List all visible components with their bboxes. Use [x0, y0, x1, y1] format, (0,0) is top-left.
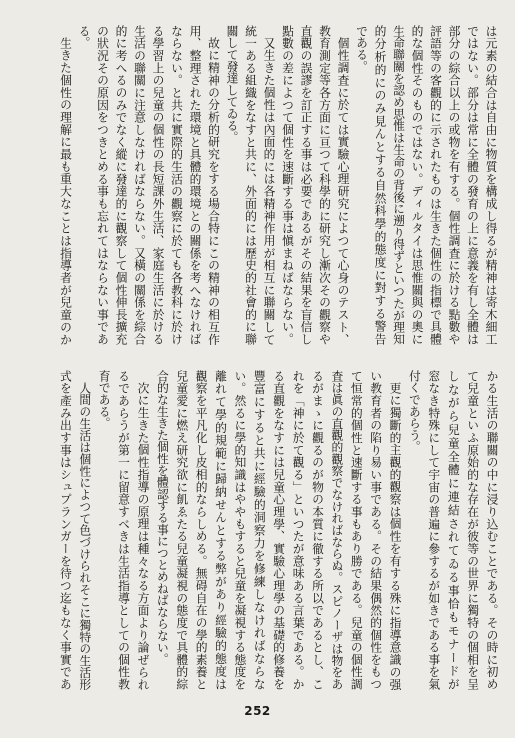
upper-text-block: [56, 25, 500, 345]
text-column: て恒常的個性と速斷する事もあり勝である。兒童の個性調: [349, 370, 364, 690]
lower-text-block: [54, 370, 501, 690]
text-column: 的に考へるのみでなく縱に發達的に觀察して個性伸長擴充: [114, 25, 128, 345]
text-column: 離れて學的規範に歸納せんとする弊があり經驗的態度は: [213, 370, 228, 690]
text-column: て兒童といふ原始的な存在が彼等の世界に獨特の個相を呈: [465, 370, 480, 690]
text-column: 式を產み出す事はシュプランガーを待つ迄もなく事實であ: [58, 370, 73, 690]
text-column: 部分の綜合以上の或物を有する。個性調査に於ける點數や: [447, 25, 461, 345]
text-column: 人間の生活は個性によつて色づけられそこに獨特の生活形: [77, 381, 92, 690]
text-column: い教育者の陷り易い事である。その結果偶然的個性をもつ: [368, 370, 383, 690]
text-column: る。: [77, 25, 91, 49]
text-column: 合的な生きた個性を體認する事につとめねばならない。: [155, 370, 170, 665]
text-column: 的な個性そのものではない。ディルタイは思惟關與の奧に: [410, 25, 424, 345]
text-column: 生きた個性の理解に最も重大なことは指導者が兒童のか: [58, 36, 73, 345]
text-column: 用、整理された環境と具體的環境との關係を考へなければ: [188, 25, 202, 345]
text-column: は元素の結合は自由に物質を構成し得るが精神は寄木細工: [484, 25, 498, 345]
text-column: 的分析的にのみ見んとする自然科學的態度に對する警告: [373, 25, 387, 345]
text-column: 評語等の客觀的に示されたものは生きた個性の指標で具體: [428, 25, 443, 345]
text-column: る直觀をなすには兒童心理學、實驗心理學の基礎的修養を: [271, 370, 286, 690]
text-column: ではない。部分は常に全體の發育の上に意義を有し全體は: [465, 25, 480, 345]
text-column: 豐富にすると共に經驗的洞察力を修練しなければならな: [252, 370, 267, 690]
text-column: るであらうが第一に留意すべきは生活指導としての個性教: [116, 370, 131, 690]
text-column: 觀察を平凡化し皮相的ならしめる。無碍自在の學的素養と: [194, 370, 209, 690]
text-column: の狀況その原因をつきとめる事も忘れてはならない事であ: [95, 25, 110, 345]
text-column: れを「神に於て觀る」といつたが意味ある言葉である。か: [291, 370, 306, 690]
text-column: 更に獨斷的主觀的觀察は個性を有する殊に指導意識の强: [388, 381, 403, 690]
page-number: 252: [244, 704, 271, 718]
text-column: 教育測定等各方面に亘つて科學的に研究し漸次その觀察や: [317, 25, 332, 345]
text-column: 付くであらう。: [407, 370, 422, 453]
text-column: かる生活の聯關の中に浸り込むことである。その時に初め: [485, 370, 499, 690]
text-column: 次に生きた個性指導の原理は種々なる方面より論ぜられ: [135, 381, 150, 690]
text-column: るがまゝに觀るのが物の本質に徹する所以であるとし、こ: [310, 370, 325, 690]
text-column: 直觀の誤謬を訂正する事は必要であるがその結果を盲信し: [299, 25, 313, 345]
text-column: 育である。: [97, 370, 112, 429]
text-column: ならない。と共に實際的生活の觀察に於ても各教科に於け: [169, 25, 184, 345]
text-column: る學習上の兒童の個性の長短課外生活、家庭生活に於ける: [151, 25, 165, 345]
text-column: 關して發達してゐる。: [225, 25, 239, 143]
text-column: 又生きた個性は內面的には各精神作用が相互に聯關して: [262, 36, 276, 345]
text-column: 故に精神の分析的研究をする場合特にこの精神の相互作: [206, 36, 221, 345]
text-column: い。然るに學的知識はややもすると兒童を凝視する態度を: [232, 370, 247, 690]
text-column: 兒童愛に燃え研究欲に飢ゑたる兒童凝視の態度で具體的綜: [174, 370, 189, 690]
text-column: 生命聯關を認め思惟は生命の背後に遡り得ずといつたが理知: [391, 25, 406, 345]
text-column: 生活の聯關に注意しなければならない。又橫の關係を綜合: [132, 25, 147, 345]
text-column: である。: [354, 25, 369, 73]
text-column: しながら兒童全體に連結されてゐる事恰もモナードが: [446, 370, 461, 690]
text-column: 個性調査に於ては實驗心理研究によつて心身のテスト、: [336, 36, 350, 345]
text-column: 査は眞の直觀的觀察でなければならぬ。スピノーザは物をあ: [329, 370, 344, 690]
text-column: 窓なき特殊にして宇宙の普遍に參するが如きである事を氣: [426, 370, 441, 690]
text-column: 點數の差によつて個性を速斷する事は愼まねばならない。: [280, 25, 295, 345]
text-column: 統一ある組織をなすと共に、外面的には歷史的社會的に聯: [243, 25, 258, 345]
